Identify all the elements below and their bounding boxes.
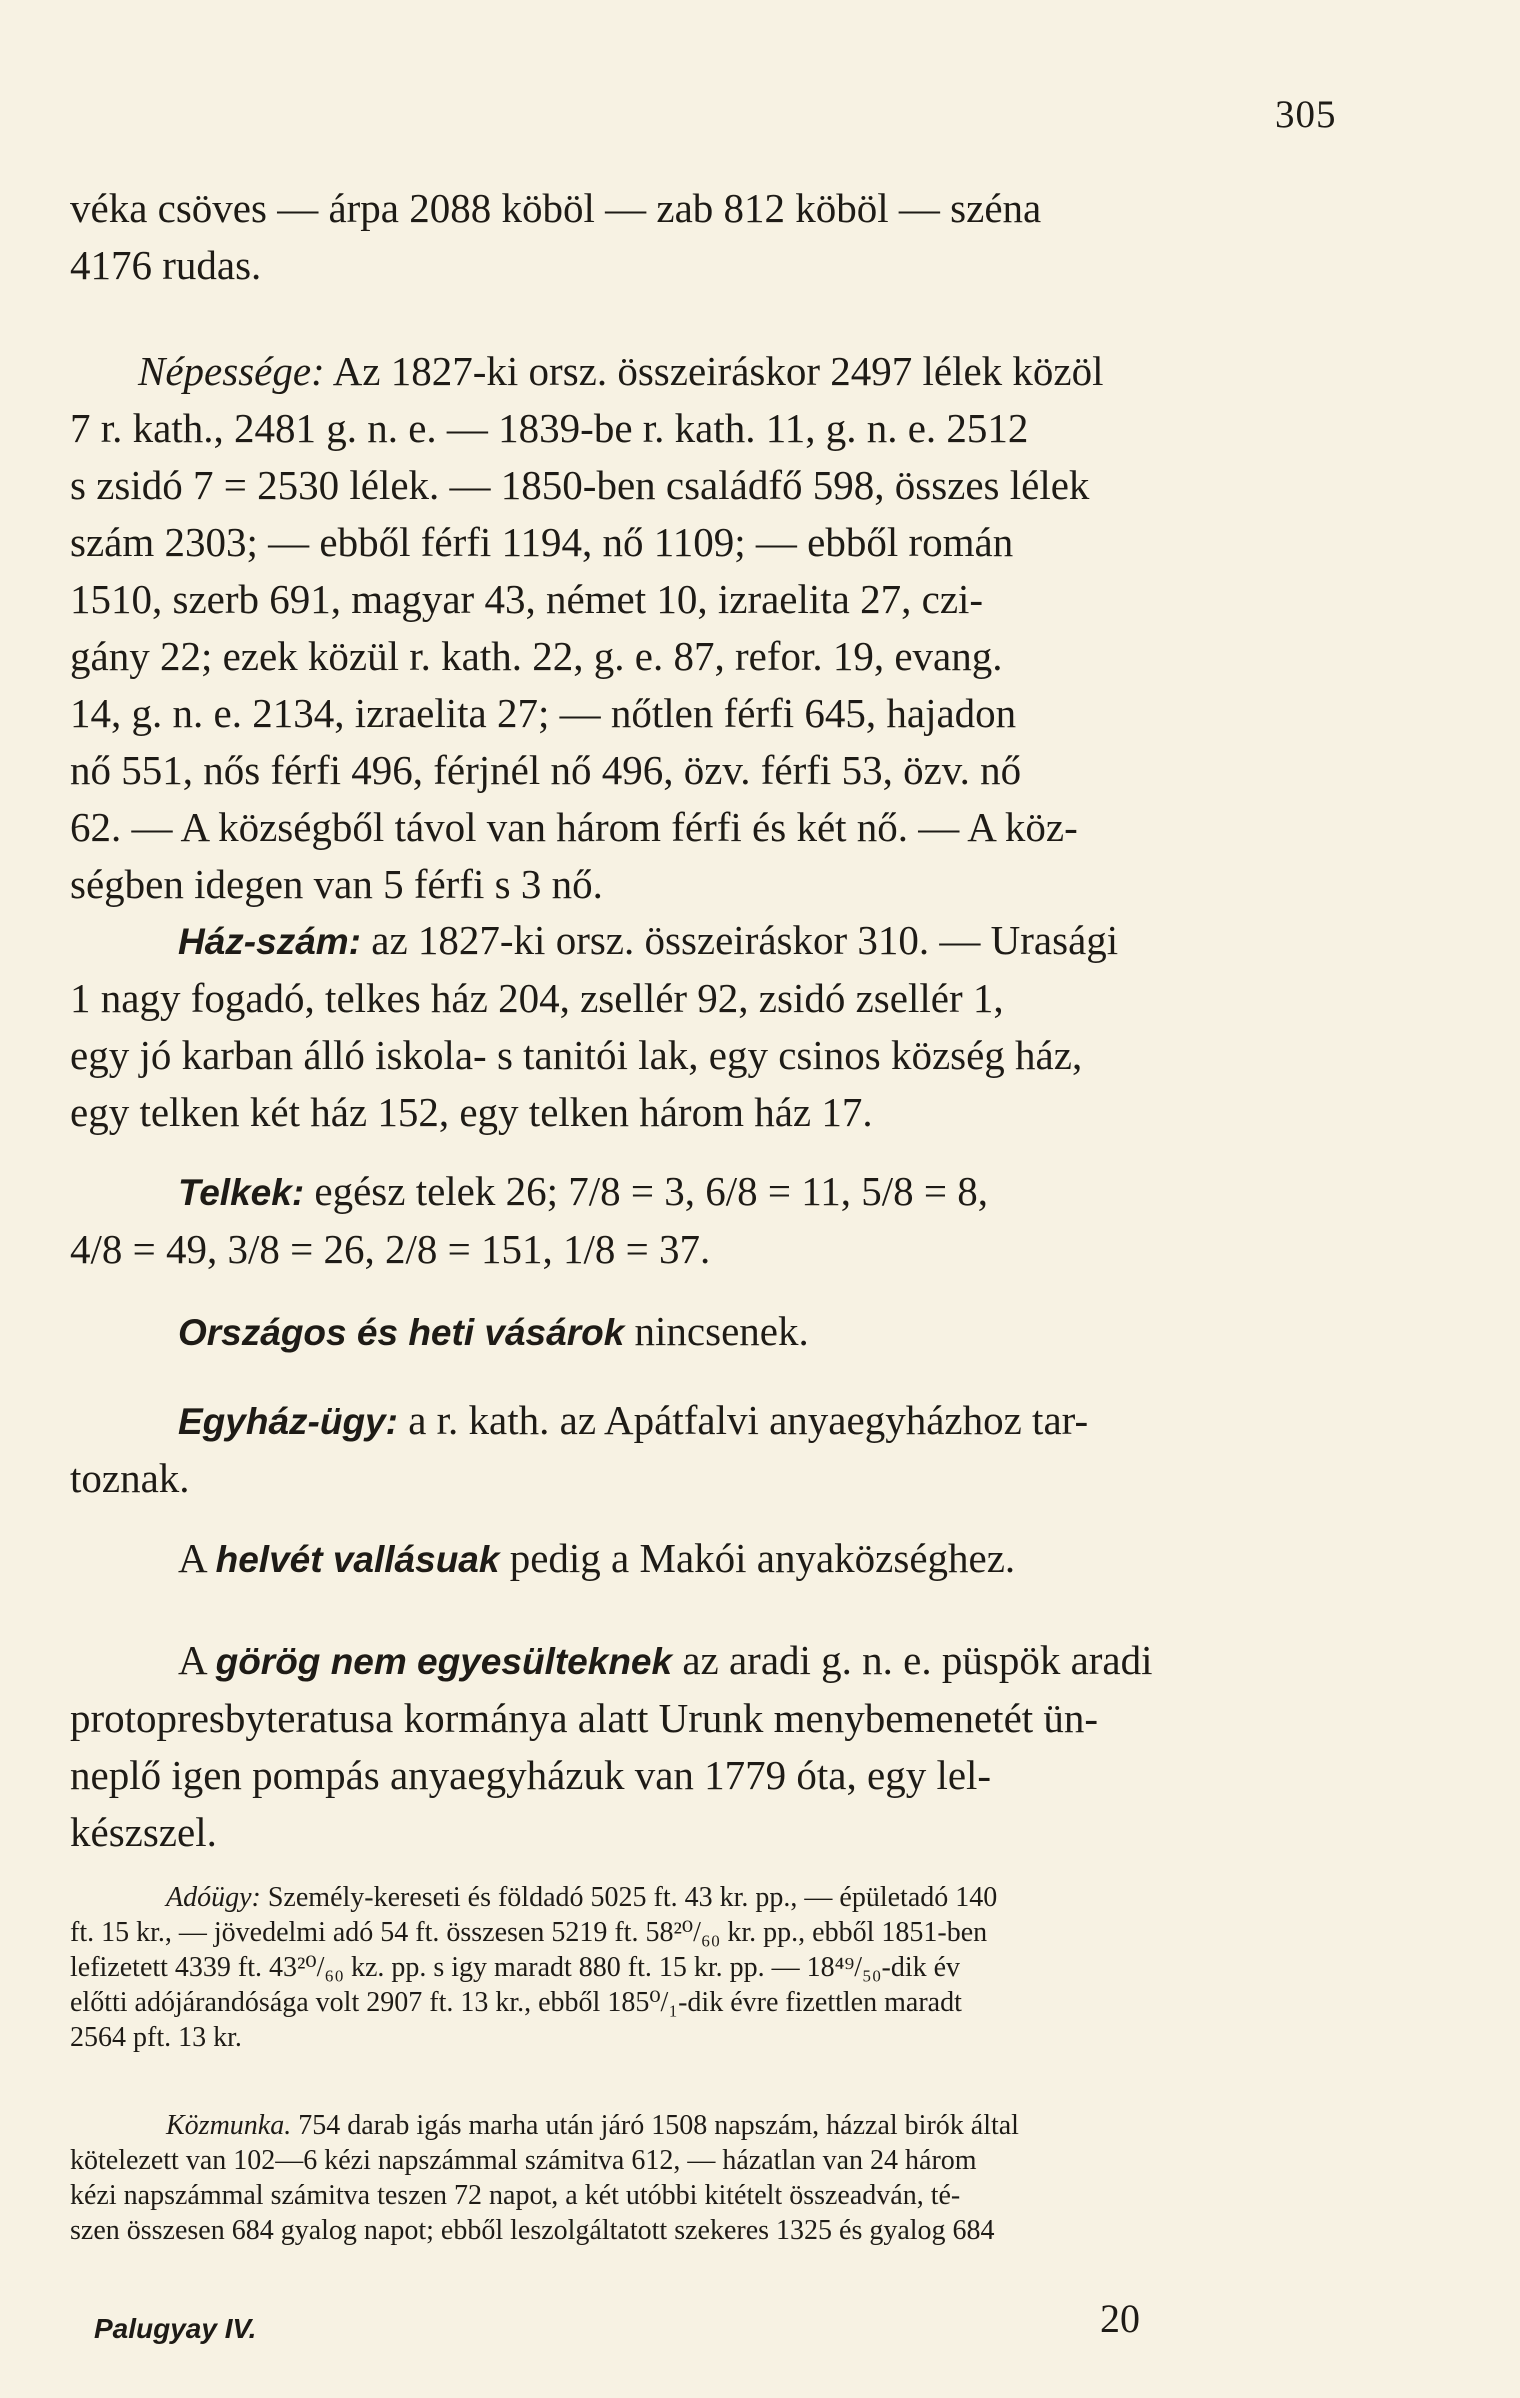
intro-line-1: véka csöves — árpa 2088 köböl — zab 812 köböl — széna	[70, 185, 1042, 231]
tax-line-3: lefizetett 4339 ft. 43²⁰/₆₀ kz. pp. s igy maradt 880 ft. 15 kr. pp. — 18⁴⁹/₅₀-dik év	[70, 1952, 961, 1983]
houses-line-3: egy jó karban álló iskola- s tanitói lak, egy csinos község ház,	[70, 1032, 1083, 1078]
intro-paragraph	[70, 180, 1370, 294]
population-line-10: ségben idegen van 5 férfi s 3 nő.	[70, 861, 603, 907]
page-number: 305	[1275, 93, 1337, 136]
helvetic-rest: pedig a Makói anyaközséghez.	[499, 1535, 1016, 1581]
orthodox-pre: A	[178, 1637, 216, 1683]
population-line-1: Az 1827-ki orsz. összeiráskor 2497 lélek közöl	[324, 348, 1104, 394]
houses-line-4: egy telken két ház 152, egy telken három ház 17.	[70, 1089, 873, 1135]
population-paragraph	[70, 343, 1370, 913]
church-line-1: a r. kath. az Apátfalvi anyaegyházhoz tar-	[397, 1397, 1089, 1443]
church-line-2: toznak.	[70, 1455, 190, 1501]
plots-lead: Telkek:	[178, 1172, 305, 1213]
tax-lead: Adóügy:	[166, 1882, 261, 1913]
tax-line-2: ft. 15 kr., — jövedelmi adó 54 ft. összesen 5219 ft. 58²⁰/₆₀ kr. pp., ebből 1851-ben	[70, 1917, 988, 1948]
public-work-line-3: kézi napszámmal számitva teszen 72 napot, a két utóbbi kitételt összeadván, té-	[70, 2180, 961, 2211]
population-line-5: 1510, szerb 691, magyar 43, német 10, izraelita 27, czi-	[70, 576, 984, 622]
church-lead: Egyház-ügy:	[178, 1401, 398, 1442]
markets-paragraph	[70, 1303, 1370, 1361]
houses-lead: Ház-szám:	[178, 921, 361, 962]
population-line-8: nő 551, nős férfi 496, férjnél nő 496, özv. férfi 53, özv. nő	[70, 747, 1022, 793]
orthodox-line-3: neplő igen pompás anyaegyházuk van 1779 óta, egy lel-	[70, 1752, 992, 1798]
helvetic-pre: A	[178, 1535, 216, 1581]
public-work-line-2: kötelezett van 102—6 kézi napszámmal számitva 612, — házatlan van 24 három	[70, 2145, 977, 2176]
houses-line-1: az 1827-ki orsz. összeiráskor 310. — Urasági	[361, 917, 1119, 963]
population-line-6: gány 22; ezek közül r. kath. 22, g. e. 87, refor. 19, evang.	[70, 633, 1003, 679]
population-line-9: 62. — A községből távol van három férfi és két nő. — A köz-	[70, 804, 1078, 850]
population-line-4: szám 2303; — ebből férfi 1194, nő 1109; — ebből román	[70, 519, 1014, 565]
helvetic-paragraph	[70, 1530, 1370, 1588]
orthodox-line-2: protopresbyteratusa kormánya alatt Urunk menybemenetét ün-	[70, 1695, 1099, 1741]
sheet-number: 20	[1100, 2296, 1140, 2341]
tax-paragraph	[70, 1880, 1370, 2055]
population-line-2: 7 r. kath., 2481 g. n. e. — 1839-be r. kath. 11, g. n. e. 2512	[70, 405, 1029, 451]
footer-signature: Palugyay IV.	[94, 2313, 257, 2344]
orthodox-lead: görög nem egyesülteknek	[215, 1641, 673, 1682]
orthodox-line-1: az aradi g. n. e. püspök aradi	[672, 1637, 1153, 1683]
population-line-3: s zsidó 7 = 2530 lélek. — 1850-ben családfő 598, összes lélek	[70, 462, 1090, 508]
public-work-line-1: 754 darab igás marha után járó 1508 napszám, házzal birók által	[291, 2110, 1019, 2141]
tax-line-5: 2564 pft. 13 kr.	[70, 2022, 242, 2053]
tax-line-1: Személy-kereseti és földadó 5025 ft. 43 kr. pp., — épületadó 140	[260, 1882, 998, 1913]
markets-lead: Országos és heti vásárok	[178, 1312, 625, 1353]
houses-paragraph	[70, 912, 1370, 1141]
markets-rest: nincsenek.	[624, 1308, 809, 1354]
public-work-paragraph	[70, 2108, 1370, 2248]
plots-line-2: 4/8 = 49, 3/8 = 26, 2/8 = 151, 1/8 = 37.	[70, 1226, 711, 1272]
population-line-7: 14, g. n. e. 2134, izraelita 27; — nőtlen férfi 645, hajadon	[70, 690, 1017, 736]
church-paragraph	[70, 1392, 1370, 1507]
public-work-line-4: szen összesen 684 gyalog napot; ebből leszolgáltatott szekeres 1325 és gyalog 684	[70, 2215, 995, 2246]
tax-line-4: előtti adójárandósága volt 2907 ft. 13 kr., ebből 185⁰/₁-dik évre fizettlen maradt	[70, 1987, 962, 2018]
orthodox-line-4: készszel.	[70, 1809, 217, 1855]
intro-line-2: 4176 rudas.	[70, 242, 262, 288]
plots-line-1: egész telek 26; 7/8 = 3, 6/8 = 11, 5/8 = 8,	[304, 1168, 989, 1214]
helvetic-lead: helvét vallásuak	[215, 1539, 500, 1580]
houses-line-2: 1 nagy fogadó, telkes ház 204, zsellér 92, zsidó zsellér 1,	[70, 975, 1004, 1021]
public-work-lead: Közmunka.	[166, 2110, 292, 2141]
plots-paragraph	[70, 1163, 1370, 1278]
population-lead: Népessége:	[138, 348, 325, 394]
orthodox-paragraph	[70, 1632, 1370, 1861]
